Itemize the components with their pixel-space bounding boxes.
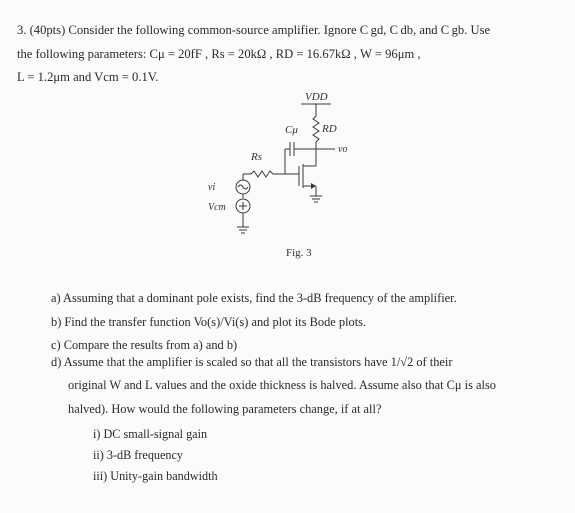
question-d-line-3: halved). How would the following parameters change, if at all? [68, 402, 382, 416]
problem-statement-line-2: the following parameters: Cμ = 20fF , Rs = 20kΩ , RD = 16.67kΩ , W = 96μm , [17, 47, 421, 61]
question-d-i: i) DC small-signal gain [93, 427, 208, 441]
vcm-label: Vcm [208, 202, 226, 213]
question-d-line-2: original W and L values and the oxide thickness is halved. Assume also that Cμ is also [68, 378, 496, 392]
circuit-diagram [195, 86, 370, 261]
vdd-label: VDD [305, 91, 328, 103]
question-d-line-1: d) Assume that the amplifier is scaled so that all the transistors have 1/√2 of their [51, 355, 453, 369]
cmu-label: Cμ [285, 124, 298, 136]
rs-resistor [251, 171, 273, 177]
vi-label: vi [208, 182, 216, 193]
rs-label: Rs [251, 151, 262, 163]
vo-label: vo [338, 144, 348, 155]
question-d-ii: ii) 3-dB frequency [93, 448, 184, 462]
sine-icon [238, 185, 248, 189]
rd-resistor [313, 116, 319, 142]
question-b: b) Find the transfer function Vo(s)/Vi(s) and plot its Bode plots. [51, 315, 367, 329]
rd-label: RD [322, 123, 337, 135]
question-d-iii: iii) Unity-gain bandwidth [93, 469, 218, 483]
problem-statement-line-1: 3. (40pts) Consider the following common-source amplifier. Ignore C gd, C db, and C gb. Use [17, 23, 491, 37]
nmos-source-arrow [311, 183, 316, 189]
figure-caption: Fig. 3 [286, 247, 312, 259]
question-a: a) Assuming that a dominant pole exists, find the 3-dB frequency of the amplifier. [51, 291, 457, 305]
problem-statement-line-3: L = 1.2μm and Vcm = 0.1V. [17, 70, 159, 84]
question-c: c) Compare the results from a) and b) [51, 338, 238, 352]
